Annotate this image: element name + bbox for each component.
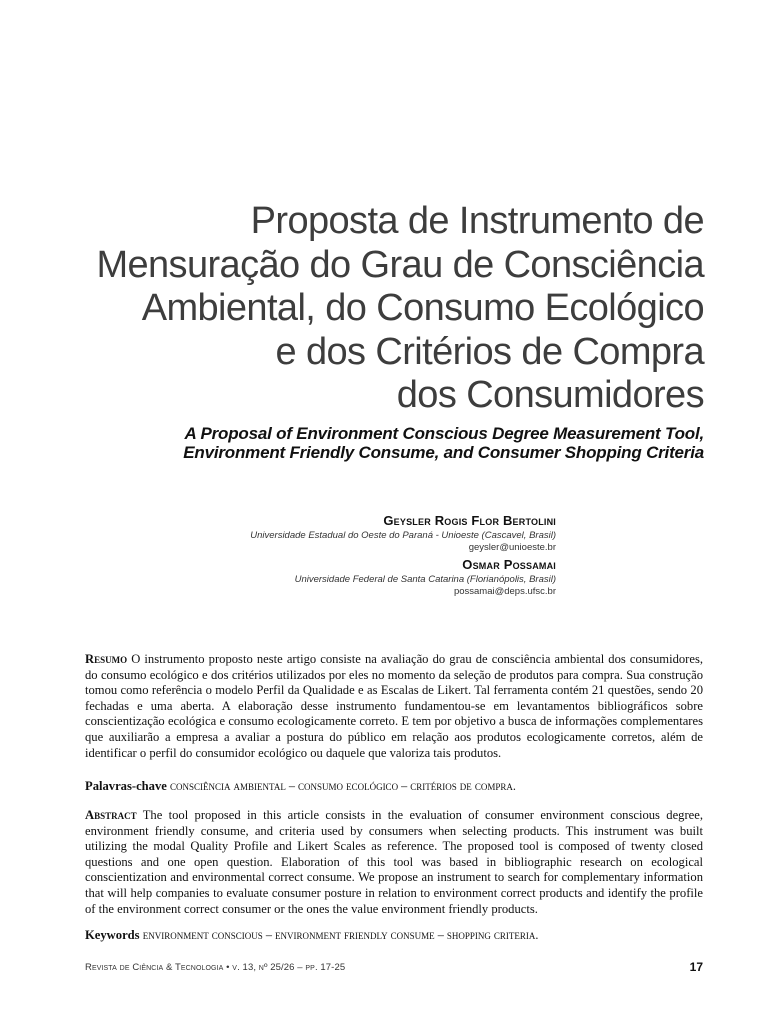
- title-line: Mensuração do Grau de Consciência: [96, 243, 704, 286]
- palavras-chave-paragraph: [85, 779, 703, 795]
- abstract-paragraph: [85, 808, 703, 917]
- title-line: Ambiental, do Consumo Ecológico: [141, 287, 704, 329]
- english-title-line: A Proposal of Environment Conscious Degree Measurement Tool,: [184, 424, 704, 443]
- author-list: [96, 512, 556, 598]
- title-line: e dos Critérios de Compra: [275, 330, 704, 373]
- author-email: possamai@deps.ufsc.br: [453, 586, 556, 597]
- author-affiliation: Universidade Federal de Santa Catarina (Florianópolis, Brasil): [294, 574, 556, 585]
- english-title-line: Environment Friendly Consume, and Consumer Shopping Criteria: [183, 442, 704, 462]
- article-title: [64, 200, 704, 418]
- palavras-chave-heading: Palavras-chave: [85, 779, 167, 793]
- author-name: Osmar Possamai: [462, 557, 556, 572]
- title-line: Proposta de Instrumento de: [250, 200, 704, 242]
- english-title: [64, 425, 704, 462]
- resumo-heading: Resumo: [85, 652, 128, 666]
- palavras-chave-text: consciência ambiental – consumo ecológico – critérios de compra.: [170, 779, 516, 793]
- title-line: dos Consumidores: [396, 374, 704, 416]
- author-affiliation: Universidade Estadual do Oeste do Paraná - Unioeste (Cascavel, Brasil): [250, 530, 556, 541]
- author-email: geysler@unioeste.br: [468, 542, 556, 553]
- page-footer: [85, 960, 703, 976]
- abstract-heading: Abstract: [85, 808, 137, 822]
- keywords-heading: Keywords: [85, 928, 140, 942]
- abstract-text: The tool proposed in this article consists in the evaluation of consumer environment conscious degree, environment friendly consume, and criteria used by consumers when selecting products. This instrument was built utilizing the modal Quality Profile and Likert Scales as reference. The proposed tool is composed of twenty closed questions and one open question. Elaboration of this tool was based in bibliographic research on ecological conscientization and environmental correct consume. We propose an instrument to search for complementary information that will help companies to evaluate consumer posture in relation to environment correct products and identify the profile of the environment correct consumer or the ones the value environment friendly products.: [85, 808, 703, 916]
- resumo-text: O instrumento proposto neste artigo consiste na avaliação do grau de consciência ambiental dos consumidores, do consumo ecológico e dos critérios utilizados por eles no momento da seleção de produtos para compra. Sua construção tomou como referência o modelo Perfil da Qualidade e as Escalas de Likert. Tal ferramenta contém 21 questões, sendo 20 fechadas e uma aberta. A elaboração desse instrumento fundamentou-se em levantamentos bibliográficos sobre conscientização ecológica e consumo ecologicamente correto. E tem por objetivo a busca de informações complementares que auxiliarão a empresa a avaliar a postura do público em relação aos produtos ecologicamente corretos, além de identificar o perfil do consumidor ecológico ou daquele que valoriza tais produtos.: [85, 652, 704, 760]
- journal-citation: Revista de Ciência & Tecnologia • v. 13, nº 25/26 – pp. 17-25: [85, 962, 346, 973]
- page-number: 17: [689, 960, 703, 974]
- resumo-paragraph: [85, 652, 703, 761]
- author-block: [96, 556, 556, 598]
- author-name: Geysler Rogis Flor Bertolini: [383, 513, 556, 528]
- keywords-paragraph: [85, 928, 703, 944]
- keywords-text: environment conscious – environment friendly consume – shopping criteria.: [142, 928, 539, 942]
- author-block: [96, 512, 556, 554]
